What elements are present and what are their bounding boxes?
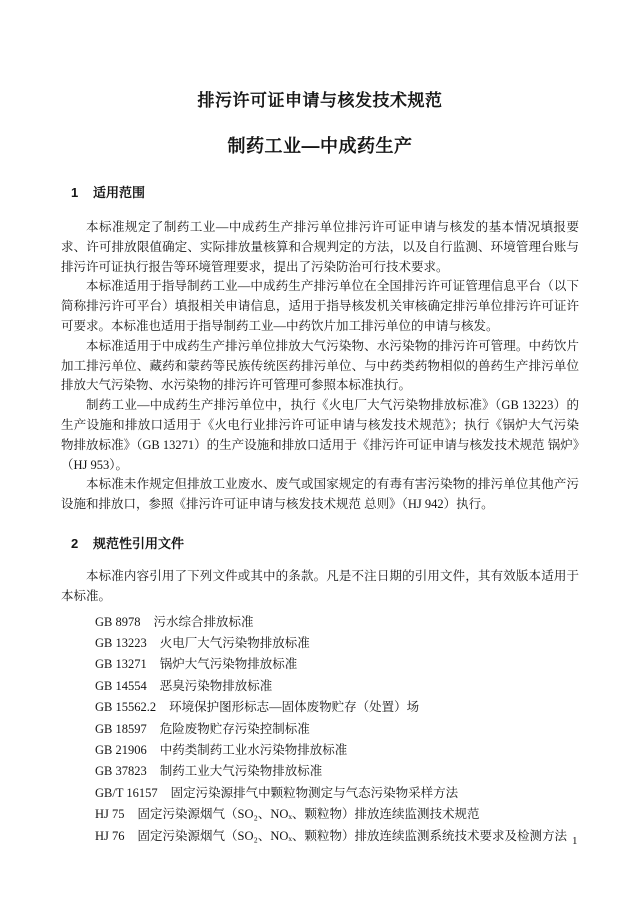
reference-item <box>95 826 579 847</box>
reference-code: GB 21906 <box>95 742 147 757</box>
section-1-body <box>61 218 579 515</box>
reference-code: GB/T 16157 <box>95 785 158 800</box>
document-subtitle: 制药工业—中成药生产 <box>227 136 413 156</box>
reference-item <box>95 633 579 654</box>
reference-item <box>95 612 579 633</box>
reference-title: 危险废物贮存污染控制标准 <box>159 721 310 736</box>
section-1-title: 适用范围 <box>93 185 146 200</box>
section-2-heading <box>61 537 579 551</box>
reference-title: 环境保护图形标志—固体废物贮存（处置）场 <box>169 700 420 715</box>
reference-code: GB 13271 <box>95 657 147 672</box>
document-title: 排污许可证申请与核发技术规范 <box>197 91 443 110</box>
reference-code: GB 14554 <box>95 678 147 693</box>
reference-item <box>95 740 579 761</box>
reference-code: GB 37823 <box>95 764 147 779</box>
reference-title: 固定污染源烟气（SO₂、NOₓ、颗粒物）排放连续监测系统技术要求及检测方法 <box>137 828 568 843</box>
references-list <box>61 612 579 847</box>
reference-item <box>95 654 579 675</box>
reference-title: 制药工业大气污染物排放标准 <box>159 764 323 779</box>
reference-title: 恶臭污染物排放标准 <box>159 678 273 693</box>
reference-item <box>95 804 579 825</box>
reference-title: 固定污染源烟气（SO₂、NOₓ、颗粒物）排放连续监测技术规范 <box>137 807 480 822</box>
reference-title: 固定污染源排气中颗粒物测定与气态污染物采样方法 <box>170 785 459 800</box>
reference-code: GB 15562.2 <box>95 700 157 715</box>
paragraph: 本标准适用于指导制药工业—中成药生产排污单位在全国排污许可证管理信息平台（以下简称排污许可平台）填报相关申请信息，适用于指导核发机关审核确定排污单位排污许可证许可要求。本标准也适用于指导制药工业—中药饮片加工排污单位的申请与核发。 <box>61 279 579 333</box>
section-2-intro: 本标准内容引用了下列文件或其中的条款。凡是不注日期的引用文件，其有效版本适用于本标准。 <box>61 568 579 603</box>
reference-title: 污水综合排放标准 <box>153 614 254 629</box>
reference-code: GB 13223 <box>95 635 147 650</box>
paragraph: 本标准未作规定但排放工业废水、废气或国家规定的有毒有害污染物的排污单位其他产污设施和排放口，参照《排污许可证申请与核发技术规范 总则》（HJ 942）执行。 <box>61 477 579 512</box>
reference-title: 锅炉大气污染物排放标准 <box>159 657 298 672</box>
reference-item <box>95 697 579 718</box>
section-2-title: 规范性引用文件 <box>93 535 185 551</box>
paragraph: 本标准适用于中成药生产排污单位排放大气污染物、水污染物的排污许可管理。中药饮片加工排污单位、藏药和蒙药等民族传统医药排污单位、与中药类药物相似的兽药生产排污单位排放大气污染物、水污染物的排污许可管理可参照本标准执行。 <box>61 338 579 393</box>
reference-item <box>95 719 579 740</box>
paragraph: 本标准规定了制药工业—中成药生产排污单位排污许可证申请与核发的基本情况填报要求、许可排放限值确定、实际排放量核算和合规判定的方法，以及自行监测、环境管理台账与排污许可证执行报告等环境管理要求，提出了污染防治可行技术要求。 <box>61 220 579 274</box>
reference-title: 火电厂大气污染物排放标准 <box>159 635 310 650</box>
reference-code: GB 8978 <box>95 614 141 629</box>
section-2-number: 2 <box>71 535 79 551</box>
paragraph: 制药工业—中成药生产排污单位中，执行《火电厂大气污染物排放标准》（GB 13223）的生产设施和排放口适用于《火电行业排污许可证申请与核发技术规范》；执行《锅炉大气污染物排放标准》（GB 13271）的生产设施和排放口适用于《排污许可证申请与核发技术规范 锅炉》（HJ 953）。 <box>61 398 579 472</box>
page-number: 1 <box>572 835 578 847</box>
reference-title: 中药类制药工业水污染物排放标准 <box>159 742 348 757</box>
section-1-heading <box>61 186 579 200</box>
reference-code: GB 18597 <box>95 721 147 736</box>
section-1-number: 1 <box>71 185 79 200</box>
reference-item <box>95 783 579 804</box>
reference-code: HJ 76 <box>95 828 125 843</box>
reference-item <box>95 761 579 782</box>
reference-item <box>95 676 579 697</box>
reference-code: HJ 75 <box>95 807 125 822</box>
